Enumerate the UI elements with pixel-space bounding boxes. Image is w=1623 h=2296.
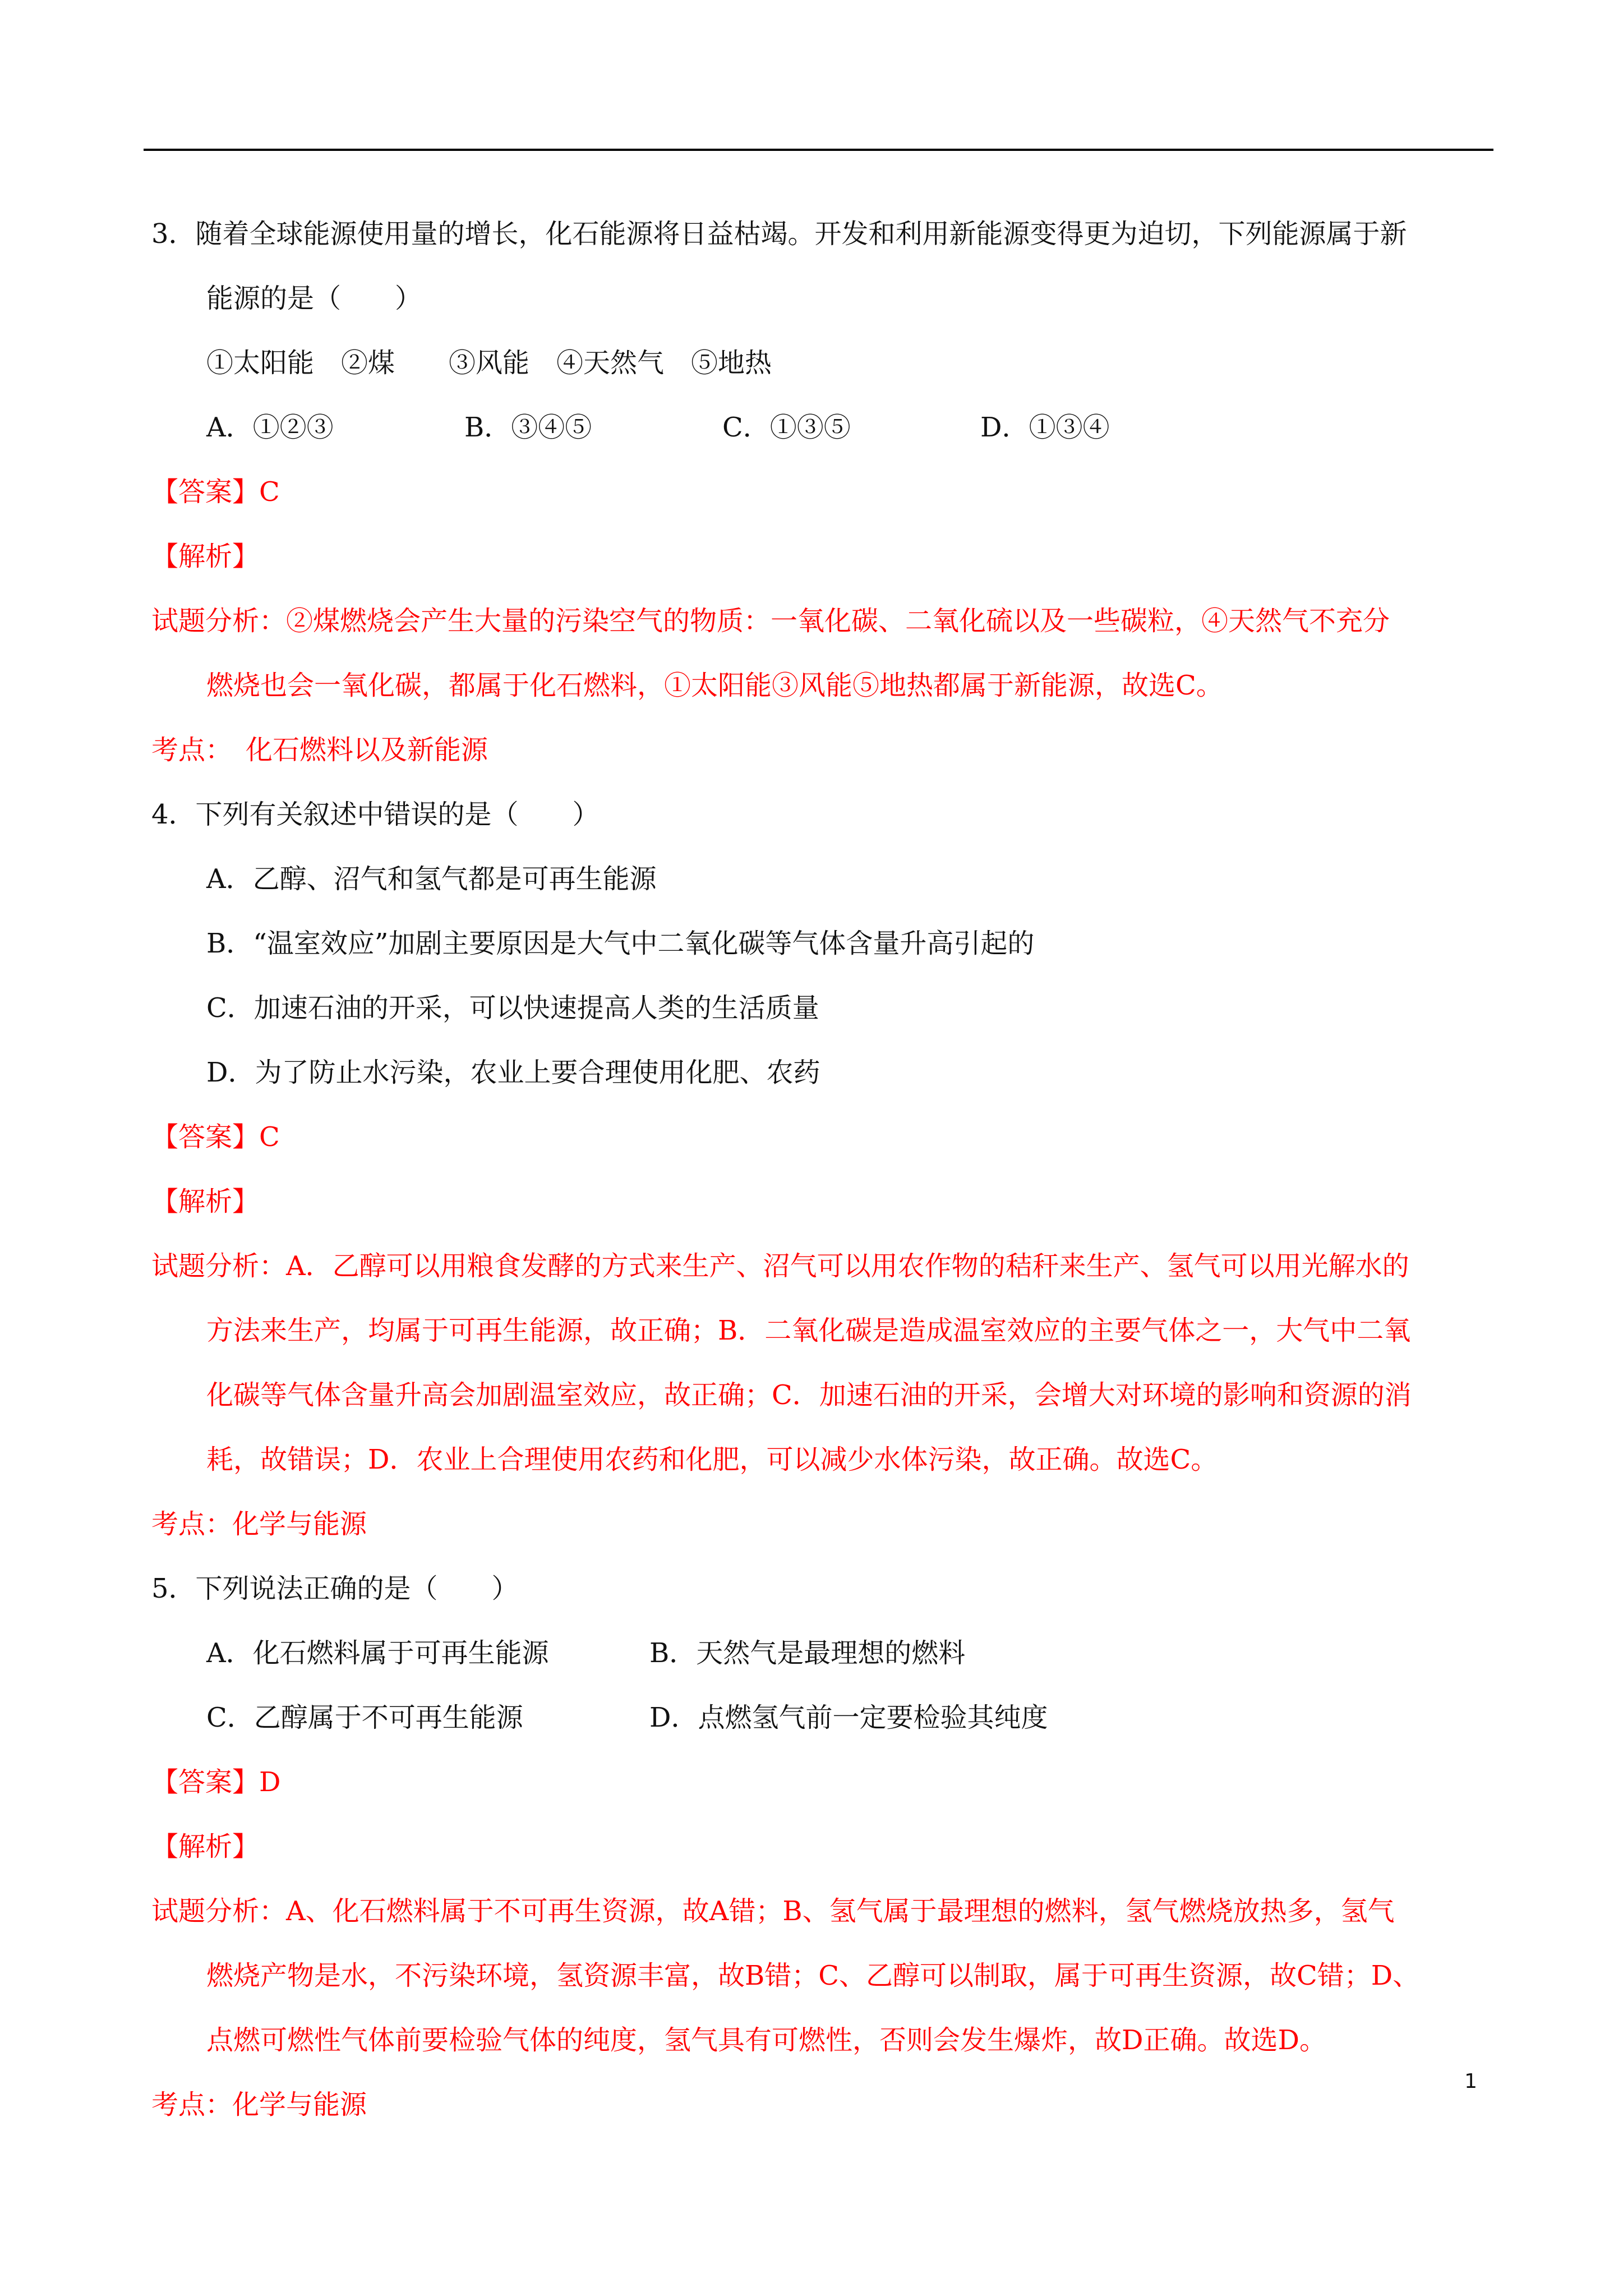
q3-items: ①太阳能 ②煤 ③风能 ④天然气 ⑤地热	[206, 347, 772, 379]
q5-analysis-line1: 试题分析：A、化石燃料属于不可再生资源，故A错；B、氢气属于最理想的燃料，氢气燃烧放热多，氢气	[151, 1895, 1395, 1927]
q5-options-row2	[151, 1686, 1486, 1750]
q4-kaodian: 考点：化学与能源	[151, 1508, 367, 1540]
q3-analysis-line2: 燃烧也会一氧化碳，都属于化石燃料，①太阳能③风能⑤地热都属于新能源，故选C。	[206, 670, 1223, 701]
q4-analysis-line4: 耗，故错误；D．农业上合理使用农药和化肥，可以减少水体污染，故正确。故选C。	[206, 1444, 1218, 1475]
q5-options-row1	[151, 1621, 1486, 1686]
q5-jiexi-heading: 【解析】	[151, 1831, 260, 1862]
q3-stem-line1: 3．随着全球能源使用量的增长，化石能源将日益枯竭。开发和利用新能源变得更为迫切，下列能源属于新	[151, 218, 1407, 250]
page-number: 1	[1464, 2070, 1477, 2093]
document-body	[151, 202, 1486, 2137]
q5-answer: 【答案】D	[151, 1766, 281, 1798]
q4-option-d: D．为了防止水污染，农业上要合理使用化肥、农药	[206, 1057, 820, 1088]
q3-stem-line2: 能源的是（ ）	[206, 283, 422, 314]
q5-option-b: B．天然气是最理想的燃料	[649, 1637, 966, 1669]
q3-options	[151, 395, 1486, 460]
q3-jiexi-heading: 【解析】	[151, 541, 260, 572]
q4-analysis-line2: 方法来生产，均属于可再生能源，故正确；B．二氧化碳是造成温室效应的主要气体之一，大气中二氧	[206, 1315, 1411, 1346]
q4-option-c: C．加速石油的开采，可以快速提高人类的生活质量	[206, 992, 819, 1024]
q3-kaodian: 考点： 化石燃料以及新能源	[151, 734, 488, 766]
q3-option-b: B．③④⑤	[464, 412, 592, 443]
q5-analysis-line3: 点燃可燃性气体前要检验气体的纯度，氢气具有可燃性，否则会发生爆炸，故D正确。故选D。	[206, 2024, 1326, 2056]
q4-option-a: A．乙醇、沼气和氢气都是可再生能源	[206, 863, 657, 895]
q4-option-b: B．“温室效应”加剧主要原因是大气中二氧化碳等气体含量升高引起的	[206, 928, 1035, 959]
q5-option-a: A．化石燃料属于可再生能源	[206, 1637, 549, 1669]
q4-analysis-line1: 试题分析：A．乙醇可以用粮食发酵的方式来生产、沼气可以用农作物的秸秆来生产、氢气可以用光解水的	[151, 1250, 1409, 1282]
q3-analysis-line1: 试题分析：②煤燃烧会产生大量的污染空气的物质：一氧化碳、二氧化硫以及一些碳粒，④天然气不充分	[151, 605, 1390, 637]
q5-option-d: D．点燃氢气前一定要检验其纯度	[649, 1702, 1048, 1733]
header-rule	[144, 149, 1493, 151]
q3-option-d: D．①③④	[980, 412, 1110, 443]
q3-option-a: A．①②③	[206, 412, 334, 443]
q4-answer: 【答案】C	[151, 1121, 280, 1153]
q5-kaodian: 考点：化学与能源	[151, 2089, 367, 2120]
q5-analysis-line2: 燃烧产物是水，不污染环境，氢资源丰富，故B错；C、乙醇可以制取，属于可再生资源，故C错；D、	[206, 1960, 1420, 1991]
q3-option-c: C．①③⑤	[722, 412, 851, 443]
q4-jiexi-heading: 【解析】	[151, 1186, 260, 1217]
q5-option-c: C．乙醇属于不可再生能源	[206, 1702, 523, 1733]
q5-stem: 5．下列说法正确的是（ ）	[151, 1573, 519, 1604]
q4-stem: 4．下列有关叙述中错误的是（ ）	[151, 799, 600, 830]
q4-analysis-line3: 化碳等气体含量升高会加剧温室效应，故正确；C．加速石油的开采，会增大对环境的影响和资源的消	[206, 1379, 1412, 1411]
q3-answer: 【答案】C	[151, 476, 280, 508]
